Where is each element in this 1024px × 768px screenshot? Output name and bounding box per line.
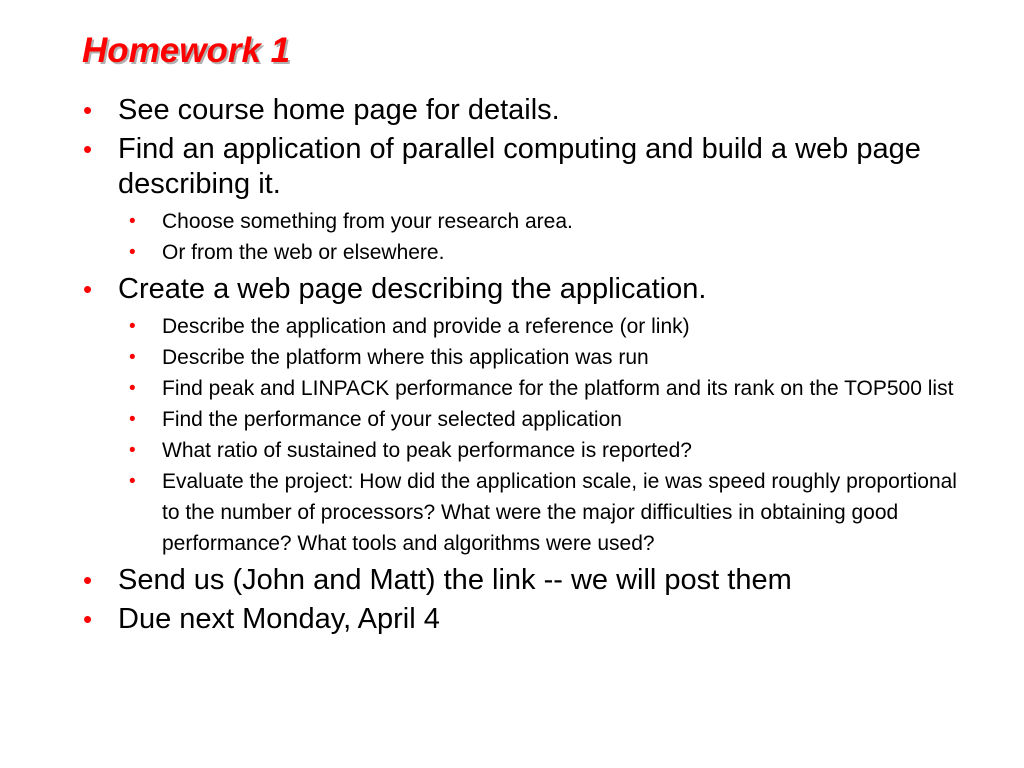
bullet-item	[82, 272, 962, 307]
sub-bullet-item	[82, 206, 962, 237]
sub-bullet-item	[82, 404, 962, 435]
bullet-item	[82, 602, 962, 637]
bullet-list	[82, 93, 962, 641]
bullet-icon: •	[129, 316, 136, 337]
sub-bullet-list	[82, 311, 962, 559]
bullet-icon: •	[83, 95, 93, 125]
sub-bullet-text: Find peak and LINPACK performance for the platform and its rank on the TOP500 list	[162, 377, 954, 400]
sub-bullet-item	[82, 237, 962, 268]
bullet-icon: •	[129, 347, 136, 368]
sub-bullet-text: Describe the application and provide a reference (or link)	[162, 315, 690, 338]
bullet-icon: •	[83, 134, 93, 164]
sub-bullet-text: Describe the platform where this application was run	[162, 346, 649, 369]
bullet-icon: •	[83, 565, 93, 595]
slide-title: Homework 1	[82, 31, 291, 70]
sub-list-wrapper	[82, 311, 962, 559]
bullet-item	[82, 132, 962, 202]
sub-bullet-item	[82, 435, 962, 466]
bullet-icon: •	[83, 604, 93, 634]
sub-bullet-item	[82, 466, 962, 559]
sub-bullet-item	[82, 373, 962, 404]
sub-bullet-text: What ratio of sustained to peak performance is reported?	[162, 439, 692, 462]
bullet-icon: •	[129, 471, 136, 492]
bullet-text: See course home page for details.	[118, 94, 560, 126]
sub-bullet-item	[82, 342, 962, 373]
bullet-icon: •	[129, 211, 136, 232]
sub-bullet-text: Choose something from your research area.	[162, 210, 573, 233]
bullet-item	[82, 93, 962, 128]
bullet-text: Due next Monday, April 4	[118, 603, 440, 635]
sub-bullet-text: Evaluate the project: How did the application scale, ie was speed roughly proportional to the number of processors? What were the major difficulties in obtaining good performance? What tools and algorithms were used?	[162, 470, 957, 555]
sub-bullet-text: Or from the web or elsewhere.	[162, 241, 445, 264]
bullet-icon: •	[129, 409, 136, 430]
bullet-icon: •	[129, 378, 136, 399]
bullet-item	[82, 563, 962, 598]
bullet-text: Create a web page describing the application.	[118, 273, 707, 305]
bullet-icon: •	[83, 274, 93, 304]
sub-bullet-text: Find the performance of your selected application	[162, 408, 622, 431]
sub-bullet-item	[82, 311, 962, 342]
bullet-text: Send us (John and Matt) the link -- we will post them	[118, 564, 792, 596]
sub-list-wrapper	[82, 206, 962, 268]
bullet-text: Find an application of parallel computing and build a web page describing it.	[118, 133, 921, 200]
bullet-icon: •	[129, 242, 136, 263]
sub-bullet-list	[82, 206, 962, 268]
bullet-icon: •	[129, 440, 136, 461]
